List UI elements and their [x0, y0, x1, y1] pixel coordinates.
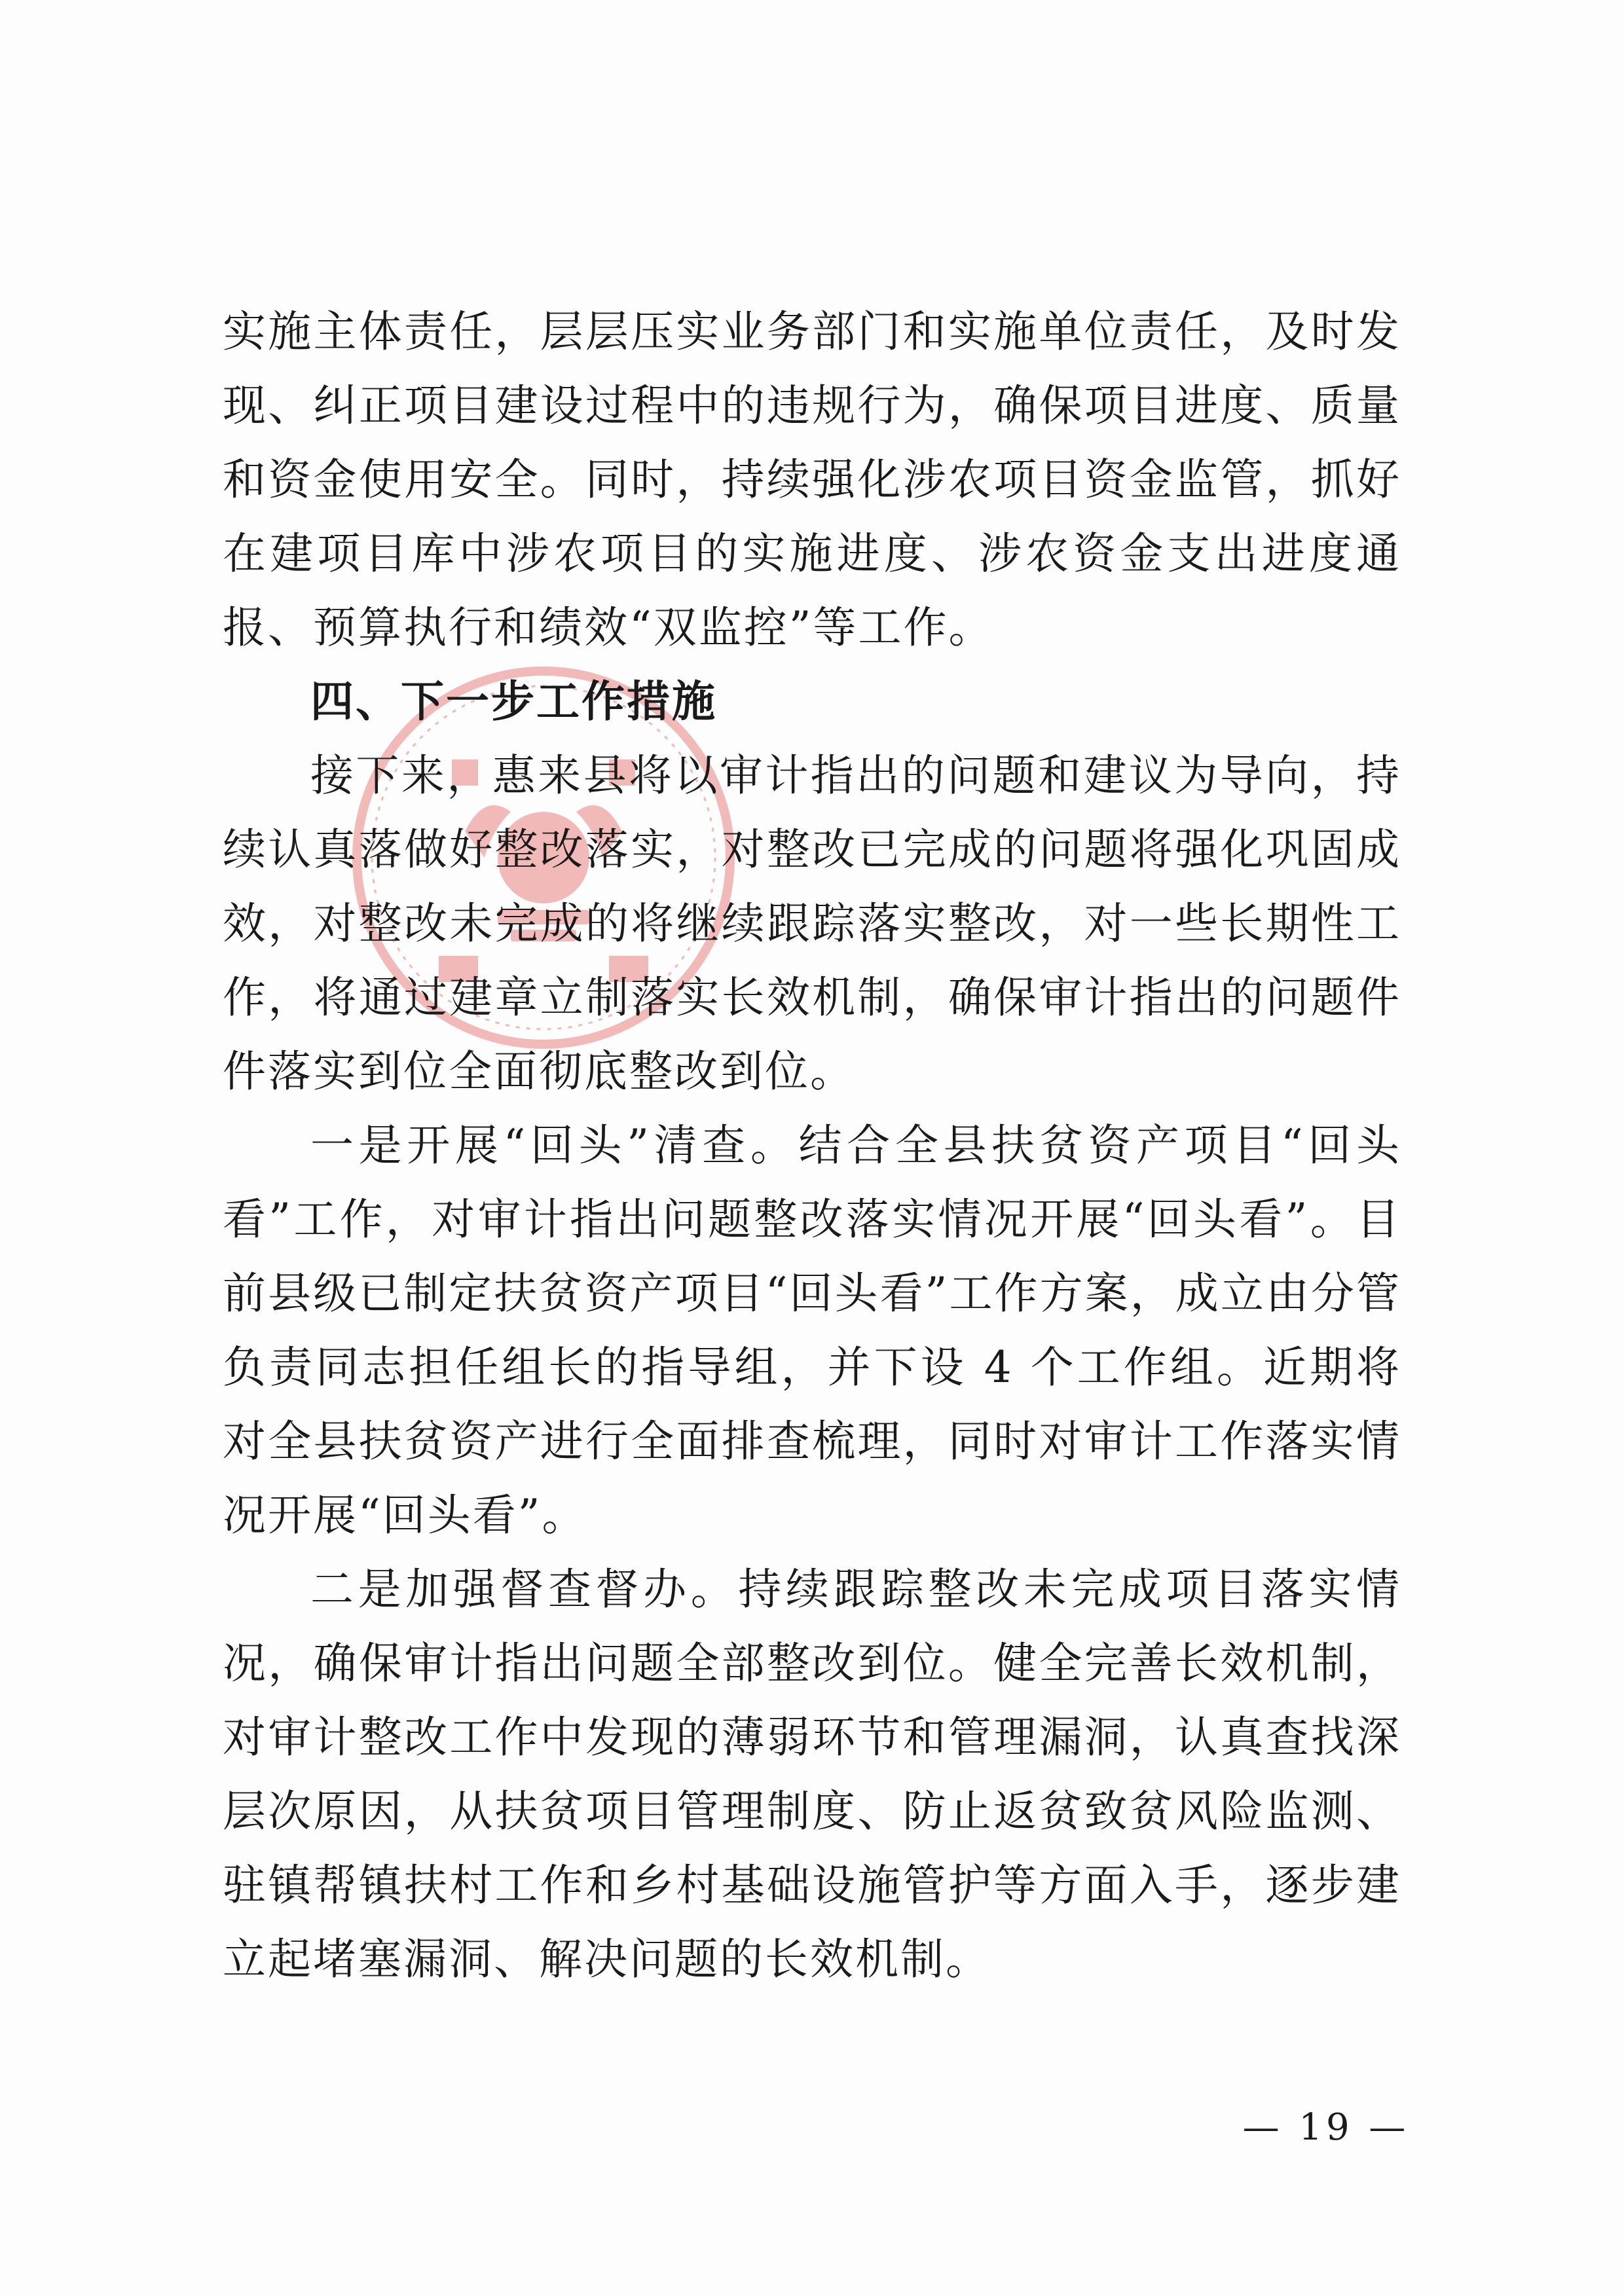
section-heading-4: 四、下一步工作措施 — [310, 676, 717, 727]
page-number: — 19 — — [1242, 2106, 1410, 2149]
paragraph-2: 接下来，惠来县将以审计指出的问题和建议为导向，持续认真落做好整改落实，对整改已完成的问题将强化巩固成效，对整改未完成的将继续跟踪落实整改，对一些长期性工作，将通过建章立制落实长效机制，确保审计指出的问题件件落实到位全面彻底整改到位。 — [223, 750, 1401, 1097]
paragraph-4: 二是加强督查督办。持续跟踪整改未完成项目落实情况，确保审计指出问题全部整改到位。健全完善长效机制，对审计整改工作中发现的薄弱环节和管理漏洞，认真查找深层次原因，从扶贫项目管理制度、防止返贫致贫风险监测、驻镇帮镇扶村工作和乡村基础设施管护等方面入手，逐步建立起堵塞漏洞、解决问题的长效机制。 — [223, 1564, 1401, 1984]
document-body — [223, 295, 1401, 1996]
paragraph-3: 一是开展“回头”清查。结合全县扶贫资产项目“回头看”工作，对审计指出问题整改落实情况开展“回头看”。目前县级已制定扶贫资产项目“回头看”工作方案，成立由分管负责同志担任组长的指导组，并下设 4 个工作组。近期将对全县扶贫资产进行全面排查梳理，同时对审计工作落实情况开展“回头看”。 — [223, 1120, 1401, 1540]
paragraph-1: 实施主体责任，层层压实业务部门和实施单位责任，及时发现、纠正项目建设过程中的违规行为，确保项目进度、质量和资金使用安全。同时，持续强化涉农项目资金监管，抓好在建项目库中涉农项目的实施进度、涉农资金支出进度通报、预算执行和绩效“双监控”等工作。 — [223, 306, 1401, 653]
